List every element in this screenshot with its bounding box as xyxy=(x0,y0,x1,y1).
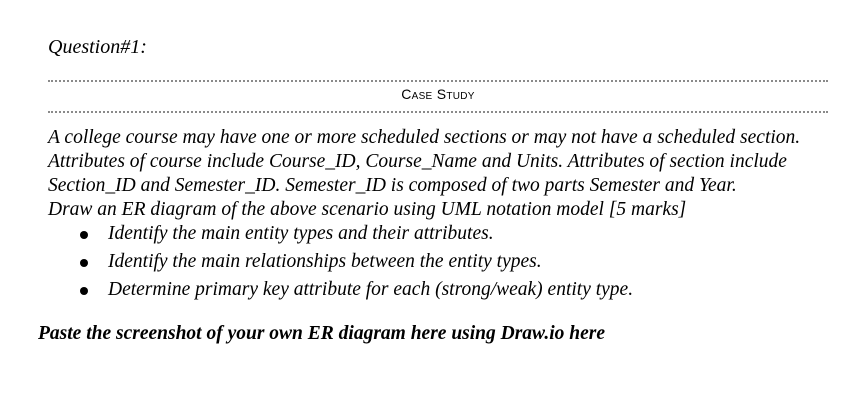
list-item xyxy=(0,278,864,306)
divider-top xyxy=(48,80,828,82)
question-heading: Question#1: xyxy=(48,36,147,58)
bullet-icon xyxy=(80,259,88,267)
task-list xyxy=(0,222,864,306)
list-item xyxy=(0,250,864,278)
description-line: Draw an ER diagram of the above scenario using UML notation model [5 marks] xyxy=(48,199,687,220)
bullet-icon xyxy=(80,287,88,295)
bullet-icon xyxy=(80,231,88,239)
list-item xyxy=(0,222,864,250)
divider-bottom xyxy=(48,111,828,113)
list-item-text: Identify the main relationships between the entity types. xyxy=(108,251,542,272)
instruction-text: Paste the screenshot of your own ER diagram here using Draw.io here xyxy=(38,323,606,344)
case-study-label: Case Study xyxy=(401,86,475,102)
list-item-text: Determine primary key attribute for each (strong/weak) entity type. xyxy=(108,279,634,300)
description-line: Attributes of course include Course_ID, Course_Name and Units. Attributes of section include xyxy=(48,151,787,172)
case-description xyxy=(48,126,848,222)
description-line: Section_ID and Semester_ID. Semester_ID is composed of two parts Semester and Year. xyxy=(48,175,737,196)
list-item-text: Identify the main entity types and their attributes. xyxy=(108,223,494,244)
description-line: A college course may have one or more scheduled sections or may not have a scheduled section. xyxy=(48,127,801,148)
